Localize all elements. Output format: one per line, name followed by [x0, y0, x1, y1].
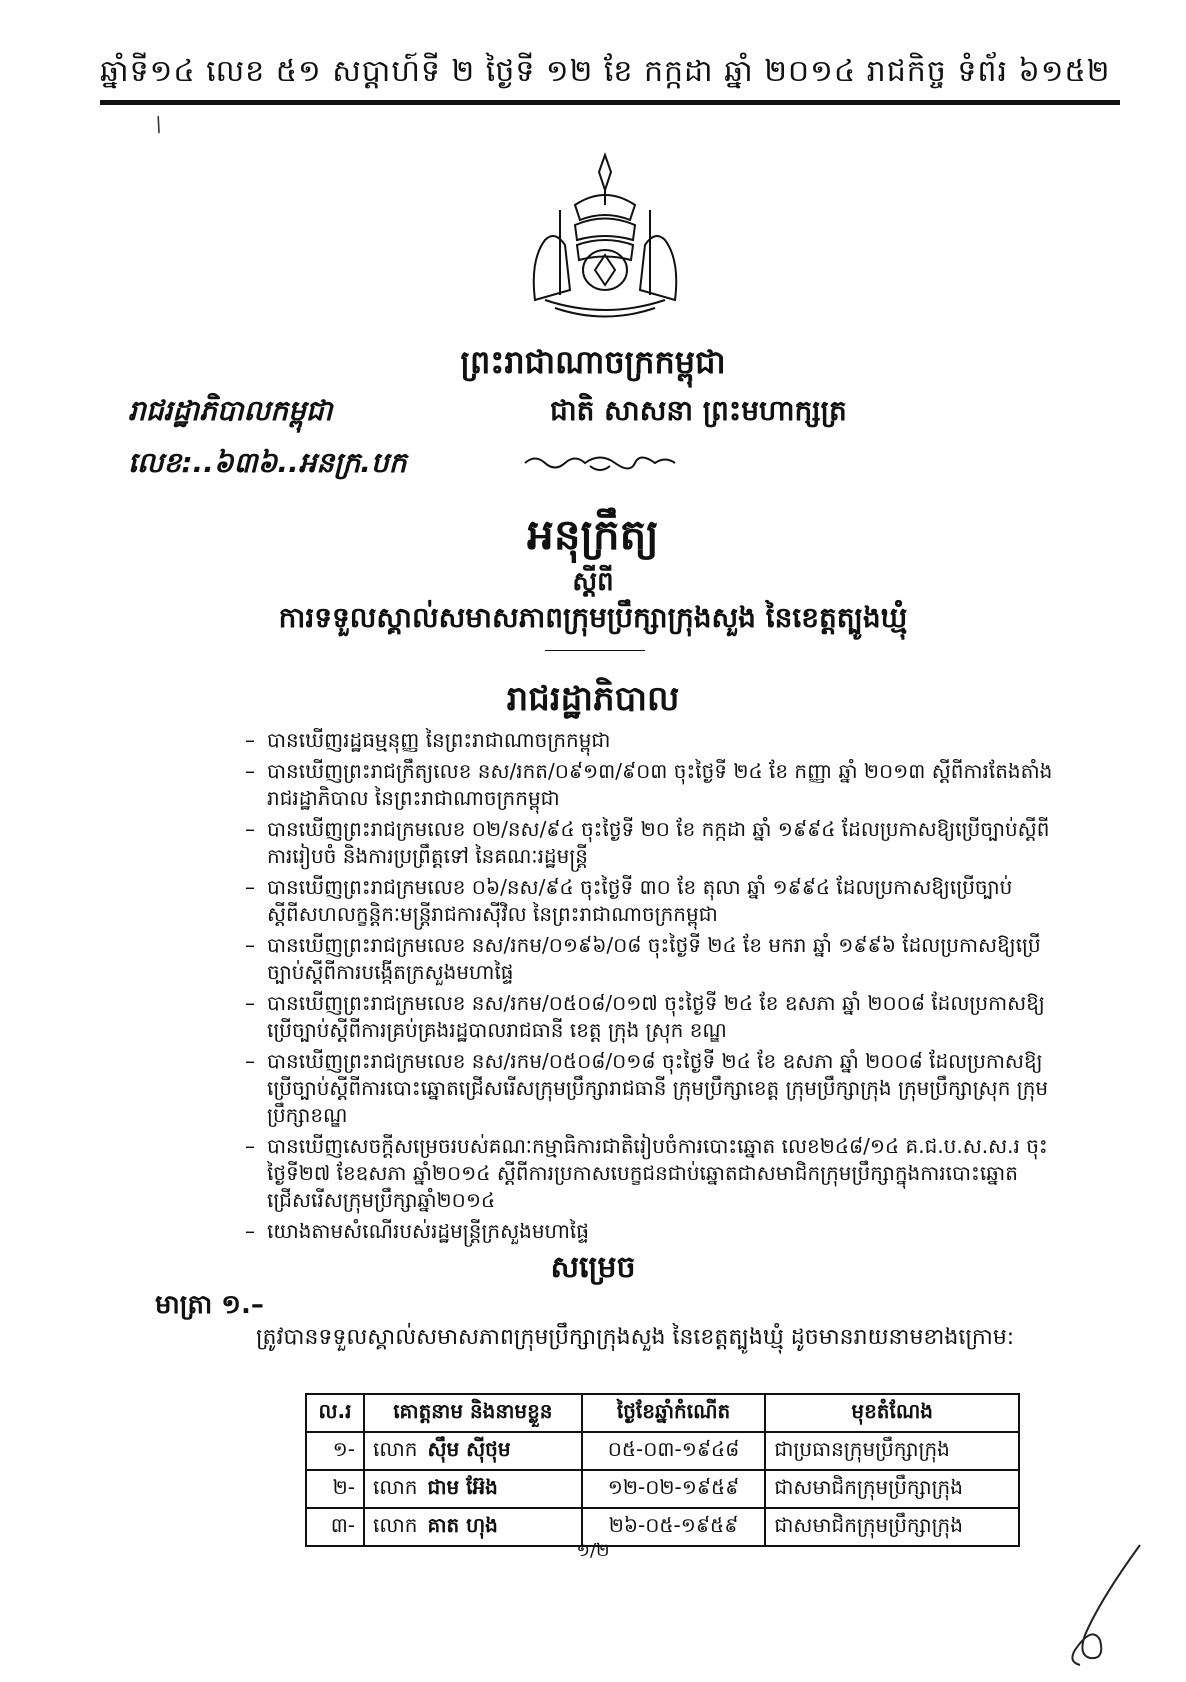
consideration-item: – បានឃើញព្រះរាជក្រឹត្យលេខ នស/រកត/០៩១៣/៩០៣ ចុះថ្ងៃទី ២៤ ខែ កញ្ញា ឆ្នាំ ២០១៣ ស្តីពីការតែងតាំងរាជរដ្ឋាភិបាល នៃព្រះរាជាណាចក្រកម្ពុជា [245, 758, 1065, 812]
column-header-number: ល.រ [306, 1394, 364, 1432]
member-position: ជាសមាជិកក្រុមប្រឹក្សាក្រុង [765, 1470, 1019, 1508]
consideration-item: – បានឃើញព្រះរាជក្រមលេខ នស/រកម/០១៩៦/០៨ ចុះថ្ងៃទី ២៤ ខែ មករា ឆ្នាំ ១៩៩៦ ដែលប្រកាសឱ្យប្រើច្បាប់ស្តីពីការបង្កើតក្រសួងមហាផ្ទៃ [245, 932, 1065, 986]
consideration-item: – បានឃើញព្រះរាជក្រមលេខ នស/រកម/០៥០៨/០១៧ ចុះថ្ងៃទី ២៤ ខែ ឧសភា ឆ្នាំ ២០០៨ ដែលប្រកាសឱ្យប្រើច្បាប់ស្តីពីការគ្រប់គ្រងរដ្ឋបាលរាជធានី ខេត្ត ក្រុង ស្រុក ខណ្ឌ [245, 990, 1065, 1044]
member-title: លោក [373, 1475, 418, 1499]
divider-ornament-icon [520, 452, 680, 474]
table-header-row [306, 1394, 1019, 1432]
member-title: លោក [373, 1513, 418, 1537]
row-number: ២- [306, 1470, 364, 1508]
member-dob: ២៦-០៥-១៩៥៩ [582, 1508, 766, 1546]
column-header-position: មុខតំណែង [765, 1394, 1019, 1432]
member-position: ជាប្រធានក្រុមប្រឹក្សាក្រុង [765, 1432, 1019, 1470]
about-label: ស្តីពី [572, 567, 614, 597]
stray-pen-mark: / [151, 111, 166, 137]
decision-heading: សម្រេច [550, 1250, 636, 1285]
member-name-cell [364, 1432, 582, 1470]
issuing-authority: រាជរដ្ឋាភិបាល [506, 679, 680, 719]
document-number: លេខ:..៦៣៦..អនក្រ.បក [128, 446, 407, 479]
consideration-item: – បានឃើញព្រះរាជក្រមលេខ ០៦/នស/៩៤ ចុះថ្ងៃទី ៣០ ខែ តុលា ឆ្នាំ ១៩៩៤ ដែលប្រកាសឱ្យប្រើច្បាប់ស្តីពីសហលក្ខន្តិកៈមន្ត្រីរាជការស៊ីវិល នៃព្រះរាជាណាចក្រកម្ពុជា [245, 874, 1065, 928]
member-name: គាត ហុង [427, 1513, 498, 1537]
row-number: ៣- [306, 1508, 364, 1546]
member-name: ជាម អ៊ែង [427, 1475, 498, 1499]
gazette-header: ឆ្នាំទី១៤ លេខ ៥១ សប្តាហ៍ទី ២ ថ្ងៃទី ១២ ខែ កក្កដា ឆ្នាំ ២០១៤ រាជកិច្ច ទំព័រ ៦១៥២ [100, 54, 1111, 89]
header-rule [100, 100, 1120, 105]
document-subject: ការទទួលស្គាល់សមាសភាពក្រុមប្រឹក្សាក្រុងសួង នៃខេត្តត្បូងឃ្មុំ [278, 601, 908, 634]
consideration-item: – បានឃើញសេចក្តីសម្រេចរបស់គណៈកម្មាធិការជាតិរៀបចំការបោះឆ្នោត លេខ២៤៨/១៤ គ.ជ.ប.ស.ស.រ ចុះថ្ងៃទី២៧ ខែឧសភា ឆ្នាំ២០១៤ ស្តីពីការប្រកាសបេក្ខជនជាប់ឆ្នោតជាសមាជិកក្រុមប្រឹក្សាក្នុងការបោះឆ្នោតជ្រើសរើសក្រុមប្រឹក្សាឆ្នាំ២០១៤ [245, 1133, 1065, 1214]
page-number: ១/២ [576, 1540, 610, 1561]
royal-emblem-icon [515, 150, 695, 320]
column-header-dob: ថ្ងៃខែឆ្នាំកំណើត [582, 1394, 766, 1432]
kingdom-title: ព្រះរាជាណាចក្រកម្ពុជា [460, 343, 726, 381]
signature-mark [1030, 1540, 1150, 1670]
article-title: មាត្រា ១.– [155, 1290, 264, 1320]
member-position: ជាសមាជិកក្រុមប្រឹក្សាក្រុង [765, 1508, 1019, 1546]
consideration-item: – បានឃើញព្រះរាជក្រមលេខ នស/រកម/០៥០៨/០១៨ ចុះថ្ងៃទី ២៤ ខែ ឧសភា ឆ្នាំ ២០០៨ ដែលប្រកាសឱ្យប្រើច្បាប់ស្តីពីការបោះឆ្នោតជ្រើសរើសក្រុមប្រឹក្សារាជធានី ក្រុមប្រឹក្សាខេត្ត ក្រុមប្រឹក្សាក្រុង ក្រុមប្រឹក្សាស្រុក ក្រុមប្រឹក្សាខណ្ឌ [245, 1048, 1065, 1129]
document-type-title: អនុក្រឹត្យ [527, 510, 659, 559]
considerations-list [245, 727, 1065, 1249]
row-number: ១- [306, 1432, 364, 1470]
consideration-item: – បានឃើញព្រះរាជក្រមលេខ ០២/នស/៩៤ ចុះថ្ងៃទី ២០ ខែ កក្កដា ឆ្នាំ ១៩៩៤ ដែលប្រកាសឱ្យប្រើច្បាប់ស្តីពីការរៀបចំ និងការប្រព្រឹត្តទៅ នៃគណៈរដ្ឋមន្ត្រី [245, 816, 1065, 870]
member-dob: ០៥-០៣-១៩៤៨ [582, 1432, 766, 1470]
member-name-cell [364, 1470, 582, 1508]
member-dob: ១២-០២-១៩៥៩ [582, 1470, 766, 1508]
consideration-item: – យោងតាមសំណើរបស់រដ្ឋមន្ត្រីក្រសួងមហាផ្ទៃ [245, 1218, 1065, 1245]
table-row [306, 1470, 1019, 1508]
table-row [306, 1432, 1019, 1470]
member-name: ស៊ឹម ស៊ីថុម [427, 1437, 511, 1461]
members-table [305, 1393, 1020, 1547]
consideration-item: – បានឃើញរដ្ឋធម្មនុញ្ញ នៃព្រះរាជាណាចក្រកម្ពុជា [245, 727, 1065, 754]
article-text: ត្រូវបានទទួលស្គាល់សមាសភាពក្រុមប្រឹក្សាក្រុងសួង នៃខេត្តត្បូងឃ្មុំ ដូចមានរាយនាមខាងក្រោម: [256, 1325, 1015, 1350]
member-title: លោក [373, 1437, 418, 1461]
column-header-name: គោត្តនាម និងនាមខ្លួន [364, 1394, 582, 1432]
national-motto: ជាតិ សាសនា ព្រះមហាក្សត្រ [550, 394, 847, 427]
subject-divider [545, 650, 645, 651]
government-name: រាជរដ្ឋាភិបាលកម្ពុជា [128, 394, 333, 427]
